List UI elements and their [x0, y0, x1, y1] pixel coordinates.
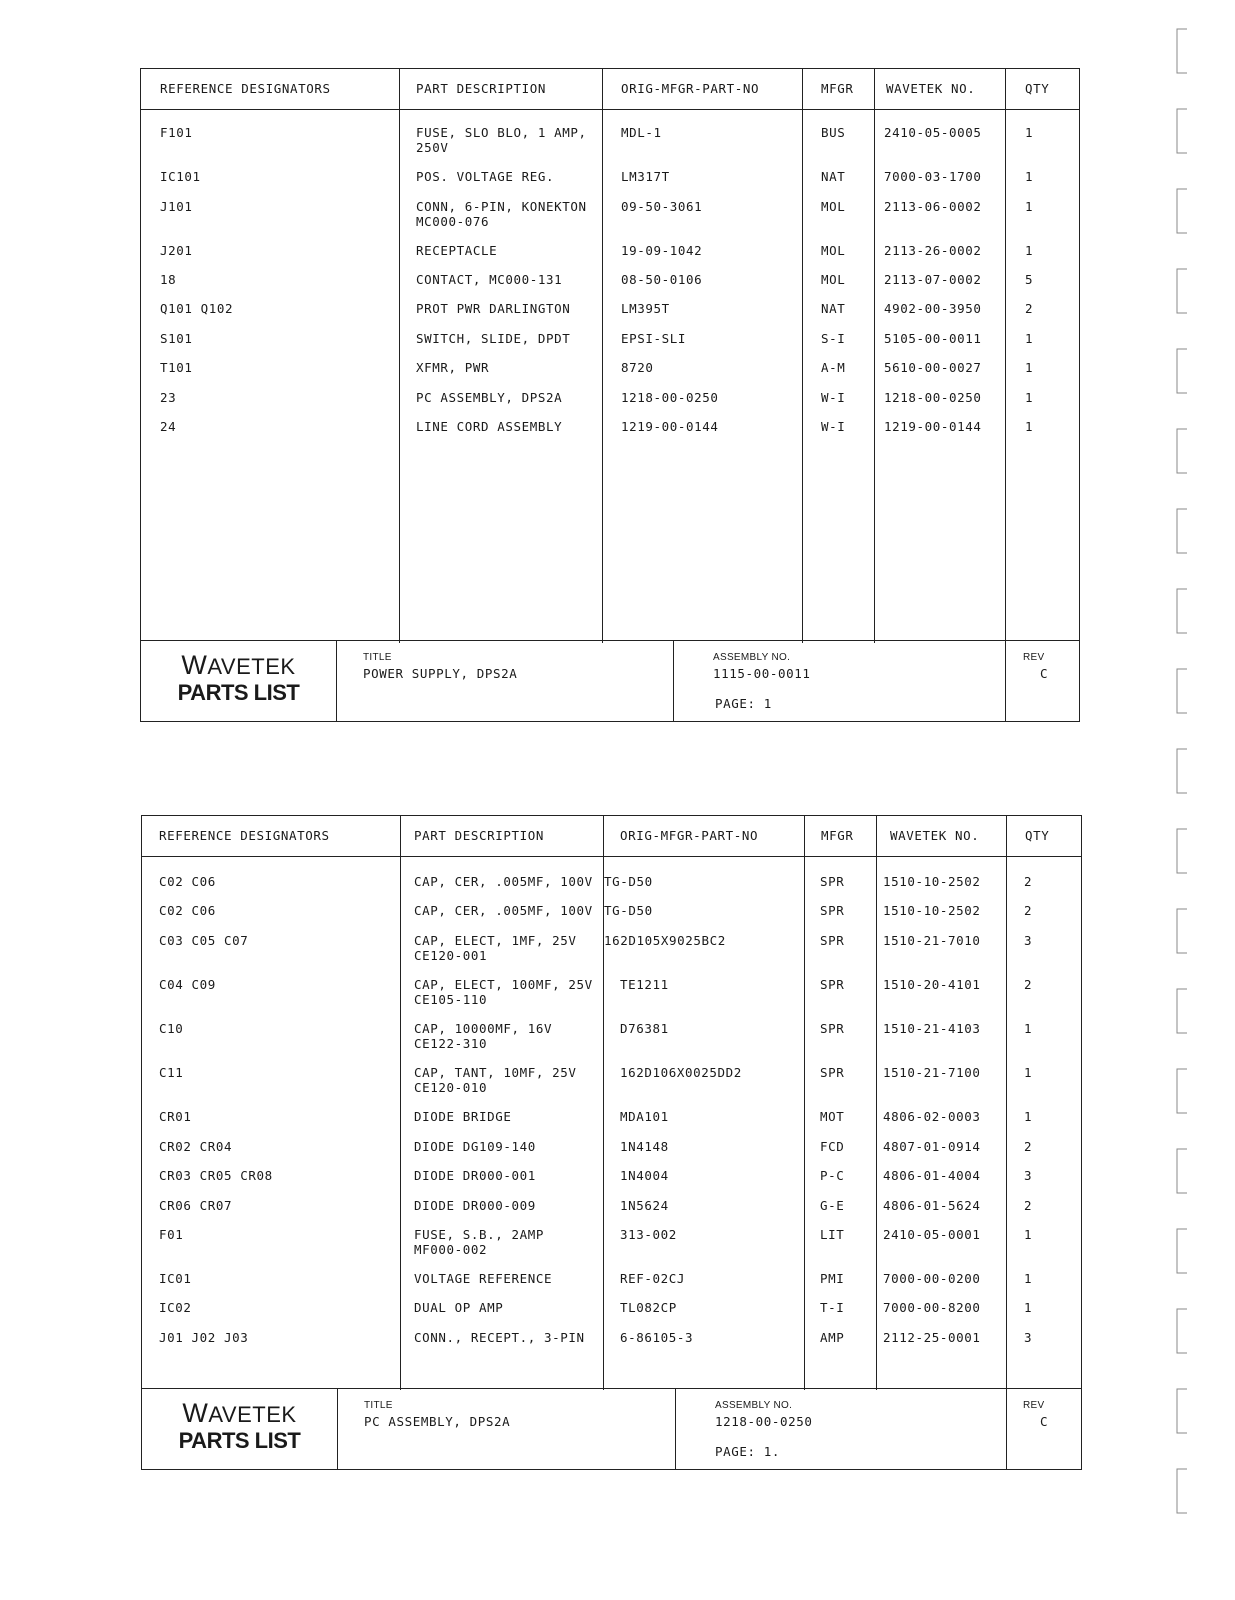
binder-tab [1175, 268, 1189, 314]
ref-cell: 18 [160, 272, 177, 287]
orig-part-cell: TG-D50 [604, 903, 653, 918]
qty-cell: 1 [1025, 199, 1034, 214]
ref-cell: S101 [160, 331, 193, 346]
binder-tab [1175, 668, 1189, 714]
assembly-no-value: 1115-00-0011 [713, 666, 811, 681]
wavetek-no-cell: 4806-01-4004 [883, 1168, 981, 1183]
desc-line: DIODE DG109-140 [414, 1139, 536, 1154]
ref-cell: 24 [160, 419, 177, 434]
binder-tab [1175, 1388, 1189, 1434]
wavetek-no-cell: 7000-03-1700 [884, 169, 982, 184]
mfgr-cell: MOT [820, 1109, 845, 1124]
col-header-ref: REFERENCE DESIGNATORS [159, 828, 330, 843]
mfgr-cell: SPR [820, 1021, 845, 1036]
col-header-qty: QTY [1025, 81, 1050, 96]
orig-part-cell: 1219-00-0144 [621, 419, 719, 434]
ref-cell: C03 C05 C07 [159, 933, 249, 948]
mfgr-cell: MOL [821, 199, 846, 214]
desc-line: DIODE DR000-009 [414, 1198, 536, 1213]
desc-cell [414, 874, 593, 889]
column-divider [876, 816, 877, 1390]
orig-part-cell: 313-002 [620, 1227, 677, 1242]
col-header-wavetek: WAVETEK NO. [890, 828, 980, 843]
desc-cell [414, 933, 577, 963]
mfgr-cell: A-M [821, 360, 846, 375]
mfgr-cell: PMI [820, 1271, 845, 1286]
wavetek-no-cell: 1510-21-7100 [883, 1065, 981, 1080]
desc-line: CE120-001 [414, 948, 488, 963]
orig-part-cell: LM317T [621, 169, 670, 184]
wavetek-no-cell: 1510-21-4103 [883, 1021, 981, 1036]
binder-tab [1175, 748, 1189, 794]
title-label: TITLE [363, 652, 392, 663]
mfgr-cell: LIT [820, 1227, 845, 1242]
wavetek-no-cell: 4806-01-5624 [883, 1198, 981, 1213]
desc-line: PROT PWR DARLINGTON [416, 301, 571, 316]
ref-cell: IC02 [159, 1300, 192, 1315]
orig-part-cell: 08-50-0106 [621, 272, 703, 287]
orig-part-cell: 6-86105-3 [620, 1330, 694, 1345]
desc-cell [414, 1109, 512, 1124]
qty-cell: 5 [1025, 272, 1034, 287]
wavetek-logo [141, 641, 336, 721]
rev-label: REV [1023, 1400, 1045, 1411]
mfgr-cell: NAT [821, 169, 846, 184]
ref-cell: J01 J02 J03 [159, 1330, 249, 1345]
desc-cell [416, 360, 489, 375]
binder-tab [1175, 428, 1189, 474]
binder-tab [1175, 1148, 1189, 1194]
mfgr-cell: P-C [820, 1168, 845, 1183]
desc-cell [414, 1168, 536, 1183]
mfgr-cell: SPR [820, 903, 845, 918]
column-divider [1006, 816, 1007, 1469]
column-header-row [141, 69, 1079, 110]
wavetek-no-cell: 7000-00-0200 [883, 1271, 981, 1286]
orig-part-cell: 8720 [621, 360, 654, 375]
binder-tab [1175, 1228, 1189, 1274]
desc-line: RECEPTACLE [416, 243, 498, 258]
qty-cell: 1 [1025, 331, 1034, 346]
title-block-divider [675, 1389, 676, 1469]
ref-cell: CR03 CR05 CR08 [159, 1168, 273, 1183]
desc-cell [416, 125, 587, 155]
desc-cell [414, 903, 593, 918]
mfgr-cell: NAT [821, 301, 846, 316]
column-divider [400, 816, 401, 1390]
desc-cell [414, 1198, 536, 1213]
binder-tab [1175, 1468, 1189, 1514]
ref-cell: J201 [160, 243, 193, 258]
ref-cell: C02 C06 [159, 874, 216, 889]
desc-cell [414, 1065, 577, 1095]
qty-cell: 2 [1024, 903, 1033, 918]
desc-cell [414, 1227, 544, 1257]
mfgr-cell: MOL [821, 272, 846, 287]
wavetek-no-cell: 2113-07-0002 [884, 272, 982, 287]
col-header-ref: REFERENCE DESIGNATORS [160, 81, 331, 96]
desc-line: CAP, ELECT, 100MF, 25V [414, 977, 593, 992]
wavetek-no-cell: 2410-05-0001 [883, 1227, 981, 1242]
wavetek-no-cell: 1219-00-0144 [884, 419, 982, 434]
ref-cell: F01 [159, 1227, 184, 1242]
desc-line: DIODE BRIDGE [414, 1109, 512, 1124]
mfgr-cell: AMP [820, 1330, 845, 1345]
col-header-mfgr: MFGR [821, 828, 854, 843]
desc-line: CAP, 10000MF, 16V [414, 1021, 553, 1036]
orig-part-cell: 09-50-3061 [621, 199, 703, 214]
orig-part-cell: 1218-00-0250 [621, 390, 719, 405]
col-header-orig: ORIG-MFGR-PART-NO [620, 828, 759, 843]
ref-cell: C10 [159, 1021, 184, 1036]
desc-line: CAP, CER, .005MF, 100V [414, 903, 593, 918]
parts-list-label: PARTS LIST [178, 1428, 301, 1453]
orig-part-cell: TL082CP [620, 1300, 677, 1315]
desc-cell [414, 1139, 536, 1154]
qty-cell: 2 [1024, 1139, 1033, 1154]
binder-tab [1175, 588, 1189, 634]
desc-line: CE120-010 [414, 1080, 488, 1095]
desc-line: SWITCH, SLIDE, DPDT [416, 331, 571, 346]
desc-cell [416, 390, 562, 405]
desc-cell [416, 272, 562, 287]
wavetek-no-cell: 7000-00-8200 [883, 1300, 981, 1315]
binder-tab [1175, 1308, 1189, 1354]
col-header-orig: ORIG-MFGR-PART-NO [621, 81, 760, 96]
desc-line: CAP, CER, .005MF, 100V [414, 874, 593, 889]
orig-part-cell: 162D105X9025BC2 [604, 933, 726, 948]
desc-cell [414, 977, 593, 1007]
binder-tab [1175, 188, 1189, 234]
ref-cell: IC101 [160, 169, 201, 184]
title-block-divider [673, 641, 674, 721]
wavetek-no-cell: 4902-00-3950 [884, 301, 982, 316]
desc-line: CE105-110 [414, 992, 488, 1007]
desc-line: CONN, 6-PIN, KONEKTON [416, 199, 587, 214]
ref-cell: F101 [160, 125, 193, 140]
rev-value: C [1040, 666, 1049, 681]
qty-cell: 1 [1025, 360, 1034, 375]
mfgr-cell: G-E [820, 1198, 845, 1213]
orig-part-cell: 19-09-1042 [621, 243, 703, 258]
col-header-mfgr: MFGR [821, 81, 854, 96]
qty-cell: 2 [1024, 977, 1033, 992]
desc-line: FUSE, S.B., 2AMP [414, 1227, 545, 1242]
column-divider [802, 69, 803, 643]
wavetek-no-cell: 5105-00-0011 [884, 331, 982, 346]
page-number: PAGE: 1 [715, 696, 772, 711]
ref-cell: C04 C09 [159, 977, 216, 992]
brand-wordmark: WAVETEK [181, 650, 296, 680]
assembly-no-label: ASSEMBLY NO. [713, 652, 791, 663]
ref-cell: CR06 CR07 [159, 1198, 233, 1213]
ref-cell: C02 C06 [159, 903, 216, 918]
orig-part-cell: 1N4148 [620, 1139, 669, 1154]
rev-label: REV [1023, 652, 1045, 663]
desc-cell [414, 1300, 503, 1315]
desc-line: CAP, TANT, 10MF, 25V [414, 1065, 577, 1080]
ref-cell: T101 [160, 360, 193, 375]
ref-cell: IC01 [159, 1271, 192, 1286]
ref-cell: Q101 Q102 [160, 301, 234, 316]
binder-tab [1175, 108, 1189, 154]
wavetek-no-cell: 4806-02-0003 [883, 1109, 981, 1124]
mfgr-cell: T-I [820, 1300, 845, 1315]
desc-line: POS. VOLTAGE REG. [416, 169, 555, 184]
mfgr-cell: S-I [821, 331, 846, 346]
desc-line: CAP, ELECT, 1MF, 25V [414, 933, 577, 948]
wavetek-no-cell: 2410-05-0005 [884, 125, 982, 140]
qty-cell: 1 [1024, 1109, 1033, 1124]
desc-cell [414, 1330, 585, 1345]
orig-part-cell: LM395T [621, 301, 670, 316]
col-header-qty: QTY [1025, 828, 1050, 843]
binder-tab [1175, 508, 1189, 554]
page-number: PAGE: 1. [715, 1444, 781, 1459]
mfgr-cell: MOL [821, 243, 846, 258]
desc-line: MF000-002 [414, 1242, 488, 1257]
desc-line: CONN., RECEPT., 3-PIN [414, 1330, 585, 1345]
qty-cell: 1 [1025, 419, 1034, 434]
orig-part-cell: MDA101 [620, 1109, 669, 1124]
desc-line: DIODE DR000-001 [414, 1168, 536, 1183]
column-divider [399, 69, 400, 643]
binder-tab [1175, 908, 1189, 954]
mfgr-cell: W-I [821, 390, 846, 405]
mfgr-cell: SPR [820, 933, 845, 948]
assembly-no-label: ASSEMBLY NO. [715, 1400, 793, 1411]
qty-cell: 1 [1024, 1271, 1033, 1286]
desc-line: XFMR, PWR [416, 360, 490, 375]
orig-part-cell: MDL-1 [621, 125, 662, 140]
brand-wordmark: WAVETEK [182, 1398, 297, 1428]
desc-line: DUAL OP AMP [414, 1300, 504, 1315]
col-header-desc: PART DESCRIPTION [416, 81, 547, 96]
ref-cell: 23 [160, 390, 177, 405]
title-block-divider [336, 641, 337, 721]
desc-cell [416, 331, 570, 346]
desc-cell [416, 243, 497, 258]
desc-line: LINE CORD ASSEMBLY [416, 419, 563, 434]
ref-cell: C11 [159, 1065, 184, 1080]
title-block-divider [337, 1389, 338, 1469]
assembly-no-value: 1218-00-0250 [715, 1414, 813, 1429]
ref-cell: J101 [160, 199, 193, 214]
mfgr-cell: SPR [820, 874, 845, 889]
ref-cell: CR01 [159, 1109, 192, 1124]
mfgr-cell: SPR [820, 977, 845, 992]
desc-line: PC ASSEMBLY, DPS2A [416, 390, 563, 405]
desc-cell [414, 1271, 552, 1286]
ref-cell: CR02 CR04 [159, 1139, 233, 1154]
qty-cell: 3 [1024, 1330, 1033, 1345]
wavetek-no-cell: 2113-06-0002 [884, 199, 982, 214]
binder-tab [1175, 348, 1189, 394]
qty-cell: 1 [1025, 243, 1034, 258]
desc-line: CE122-310 [414, 1036, 488, 1051]
parts-list-label: PARTS LIST [177, 680, 300, 705]
qty-cell: 2 [1025, 301, 1034, 316]
column-divider [804, 816, 805, 1390]
wavetek-no-cell: 5610-00-0027 [884, 360, 982, 375]
orig-part-cell: D76381 [620, 1021, 669, 1036]
orig-part-cell: 1N5624 [620, 1198, 669, 1213]
wavetek-no-cell: 1218-00-0250 [884, 390, 982, 405]
qty-cell: 1 [1024, 1300, 1033, 1315]
orig-part-cell: 162D106X0025DD2 [620, 1065, 742, 1080]
wavetek-no-cell: 4807-01-0914 [883, 1139, 981, 1154]
desc-cell [416, 301, 570, 316]
column-divider [602, 69, 603, 643]
wavetek-no-cell: 1510-20-4101 [883, 977, 981, 992]
qty-cell: 3 [1024, 1168, 1033, 1183]
sheet-title: POWER SUPPLY, DPS2A [363, 666, 518, 681]
binder-tab [1175, 28, 1189, 74]
desc-line: MC000-076 [416, 214, 490, 229]
binder-tab [1175, 988, 1189, 1034]
column-divider [874, 69, 875, 643]
qty-cell: 1 [1024, 1065, 1033, 1080]
qty-cell: 2 [1024, 874, 1033, 889]
parts-list-sheet [140, 68, 1080, 722]
qty-cell: 1 [1025, 169, 1034, 184]
qty-cell: 3 [1024, 933, 1033, 948]
wavetek-no-cell: 1510-10-2502 [883, 874, 981, 889]
desc-line: CONTACT, MC000-131 [416, 272, 563, 287]
qty-cell: 1 [1025, 390, 1034, 405]
orig-part-cell: 1N4004 [620, 1168, 669, 1183]
title-block [141, 640, 1079, 721]
desc-cell [416, 169, 554, 184]
column-header-row [142, 816, 1081, 857]
orig-part-cell: TG-D50 [604, 874, 653, 889]
col-header-desc: PART DESCRIPTION [414, 828, 545, 843]
desc-line: FUSE, SLO BLO, 1 AMP, [416, 125, 587, 140]
orig-part-cell: EPSI-SLI [621, 331, 687, 346]
wavetek-no-cell: 2112-25-0001 [883, 1330, 981, 1345]
qty-cell: 1 [1024, 1021, 1033, 1036]
qty-cell: 2 [1024, 1198, 1033, 1213]
wavetek-no-cell: 1510-10-2502 [883, 903, 981, 918]
qty-cell: 1 [1025, 125, 1034, 140]
title-label: TITLE [364, 1400, 393, 1411]
desc-cell [416, 419, 562, 434]
orig-part-cell: REF-02CJ [620, 1271, 686, 1286]
orig-part-cell: TE1211 [620, 977, 669, 992]
rev-value: C [1040, 1414, 1049, 1429]
title-block [142, 1388, 1081, 1469]
binder-tab [1175, 828, 1189, 874]
mfgr-cell: FCD [820, 1139, 845, 1154]
mfgr-cell: W-I [821, 419, 846, 434]
col-header-wavetek: WAVETEK NO. [886, 81, 976, 96]
qty-cell: 1 [1024, 1227, 1033, 1242]
mfgr-cell: SPR [820, 1065, 845, 1080]
mfgr-cell: BUS [821, 125, 846, 140]
desc-cell [414, 1021, 552, 1051]
column-divider [1005, 69, 1006, 721]
binder-tab [1175, 1068, 1189, 1114]
wavetek-no-cell: 1510-21-7010 [883, 933, 981, 948]
parts-list-sheet [141, 815, 1082, 1470]
desc-line: VOLTAGE REFERENCE [414, 1271, 553, 1286]
wavetek-no-cell: 2113-26-0002 [884, 243, 982, 258]
wavetek-logo [142, 1389, 337, 1469]
desc-cell [416, 199, 587, 229]
sheet-title: PC ASSEMBLY, DPS2A [364, 1414, 511, 1429]
desc-line: 250V [416, 140, 449, 155]
